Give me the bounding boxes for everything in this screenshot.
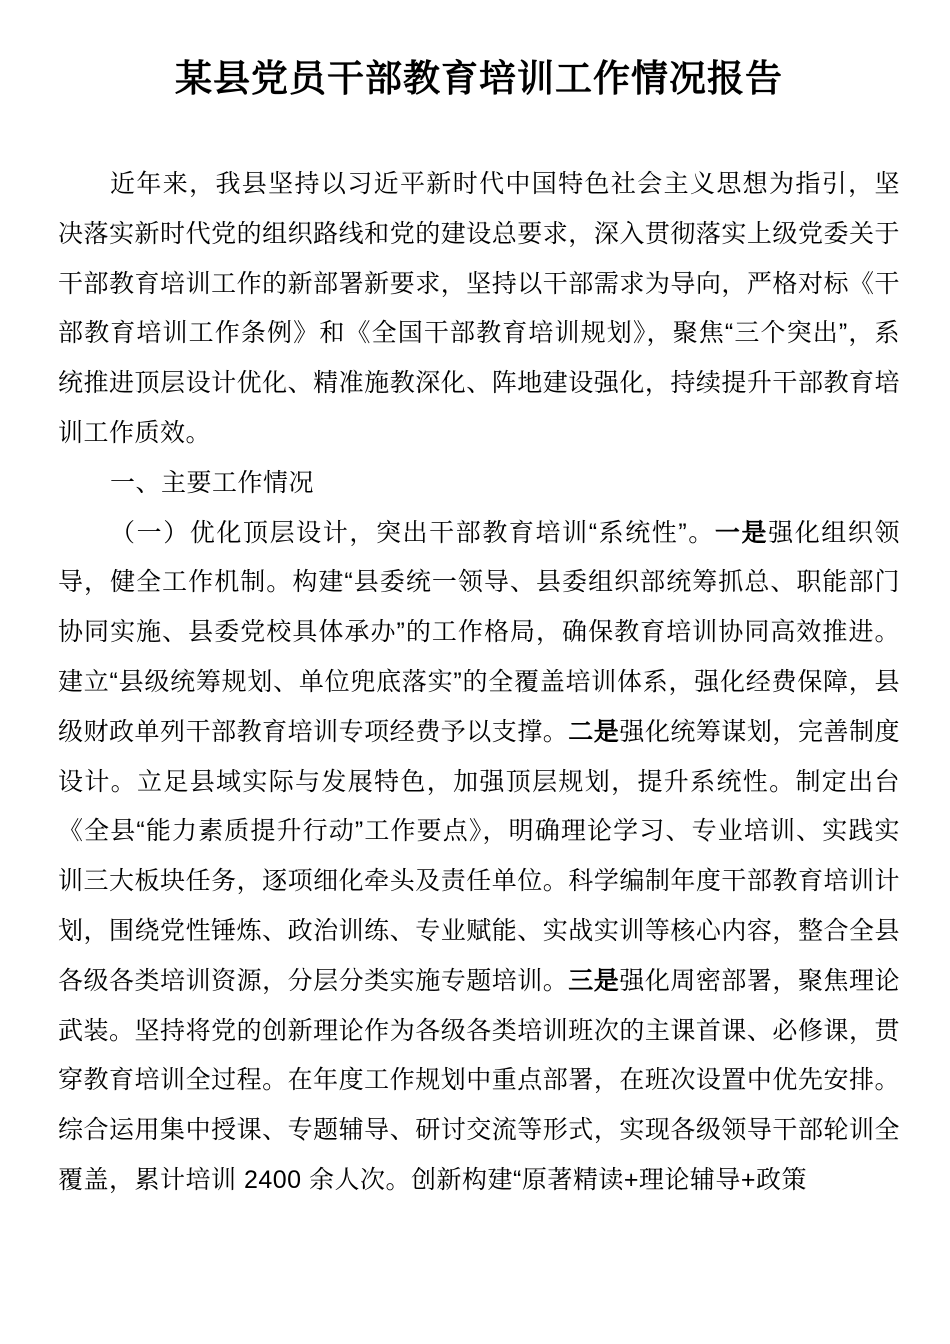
text-run: 一、主要工作情况	[110, 468, 315, 497]
document-content	[58, 0, 900, 1206]
section-heading	[58, 459, 900, 509]
text-run: （一）优化顶层设计，突出干部教育培训“系统性”。	[110, 518, 715, 547]
text-run: 强化统筹谋划，完善制度设计。立足县域实际与发展特色，加强顶层规划，提升系统性。制定出台《全县“能力素质提升行动”工作要点》，明确理论学习、专业培训、实践实训三大板块任务，逐项细化牵头及责任单位。科学编制年度干部教育培训计划，围绕党性锤炼、政治训练、专业赋能、实战实训等核心内容，整合全县各级各类培训资源，分层分类实施专题培训。	[58, 717, 900, 995]
text-run: 近年来，我县坚持以习近平新时代中国特色社会主义思想为指引，坚决落实新时代党的组织路线和党的建设总要求，深入贯彻落实上级党委关于干部教育培训工作的新部署新要求，坚持以干部需求为导向，严格对标《干部教育培训工作条例》和《全国干部教育培训规划》，聚焦“三个突出”，系统推进顶层设计优化、精准施教深化、阵地建设强化，持续提升干部教育培训工作质效。	[58, 170, 900, 447]
body-paragraph	[58, 509, 900, 1206]
body-paragraph	[58, 160, 900, 459]
text-run: 强化周密部署，聚焦理论武装。坚持将党的创新理论作为各级各类培训班次的主课首课、必修课，贯穿教育培训全过程。在年度工作规划中重点部署，在班次设置中优先安排。综合运用集中授课、专题辅导、研讨交流等形式，实现各级领导干部轮训全覆盖，累计培训 2400 余人次。创新构建“原著精读+理论辅导+政策	[58, 966, 900, 1194]
emphasis-bold-run: 三是	[568, 966, 620, 995]
emphasis-bold-run: 一是	[714, 518, 769, 547]
text-run: 强化组织领导，健全工作机制。构建“县委统一领导、县委组织部统筹抓总、职能部门协同实施、县委党校具体承办”的工作格局，确保教育培训协同高效推进。建立“县级统筹规划、单位兜底落实”的全覆盖培训体系，强化经费保障，县级财政单列干部教育培训专项经费予以支撑。	[58, 518, 900, 746]
document-title: 某县党员干部教育培训工作情况报告	[175, 58, 783, 99]
document-body	[58, 160, 900, 1206]
emphasis-bold-run: 二是	[568, 717, 620, 746]
